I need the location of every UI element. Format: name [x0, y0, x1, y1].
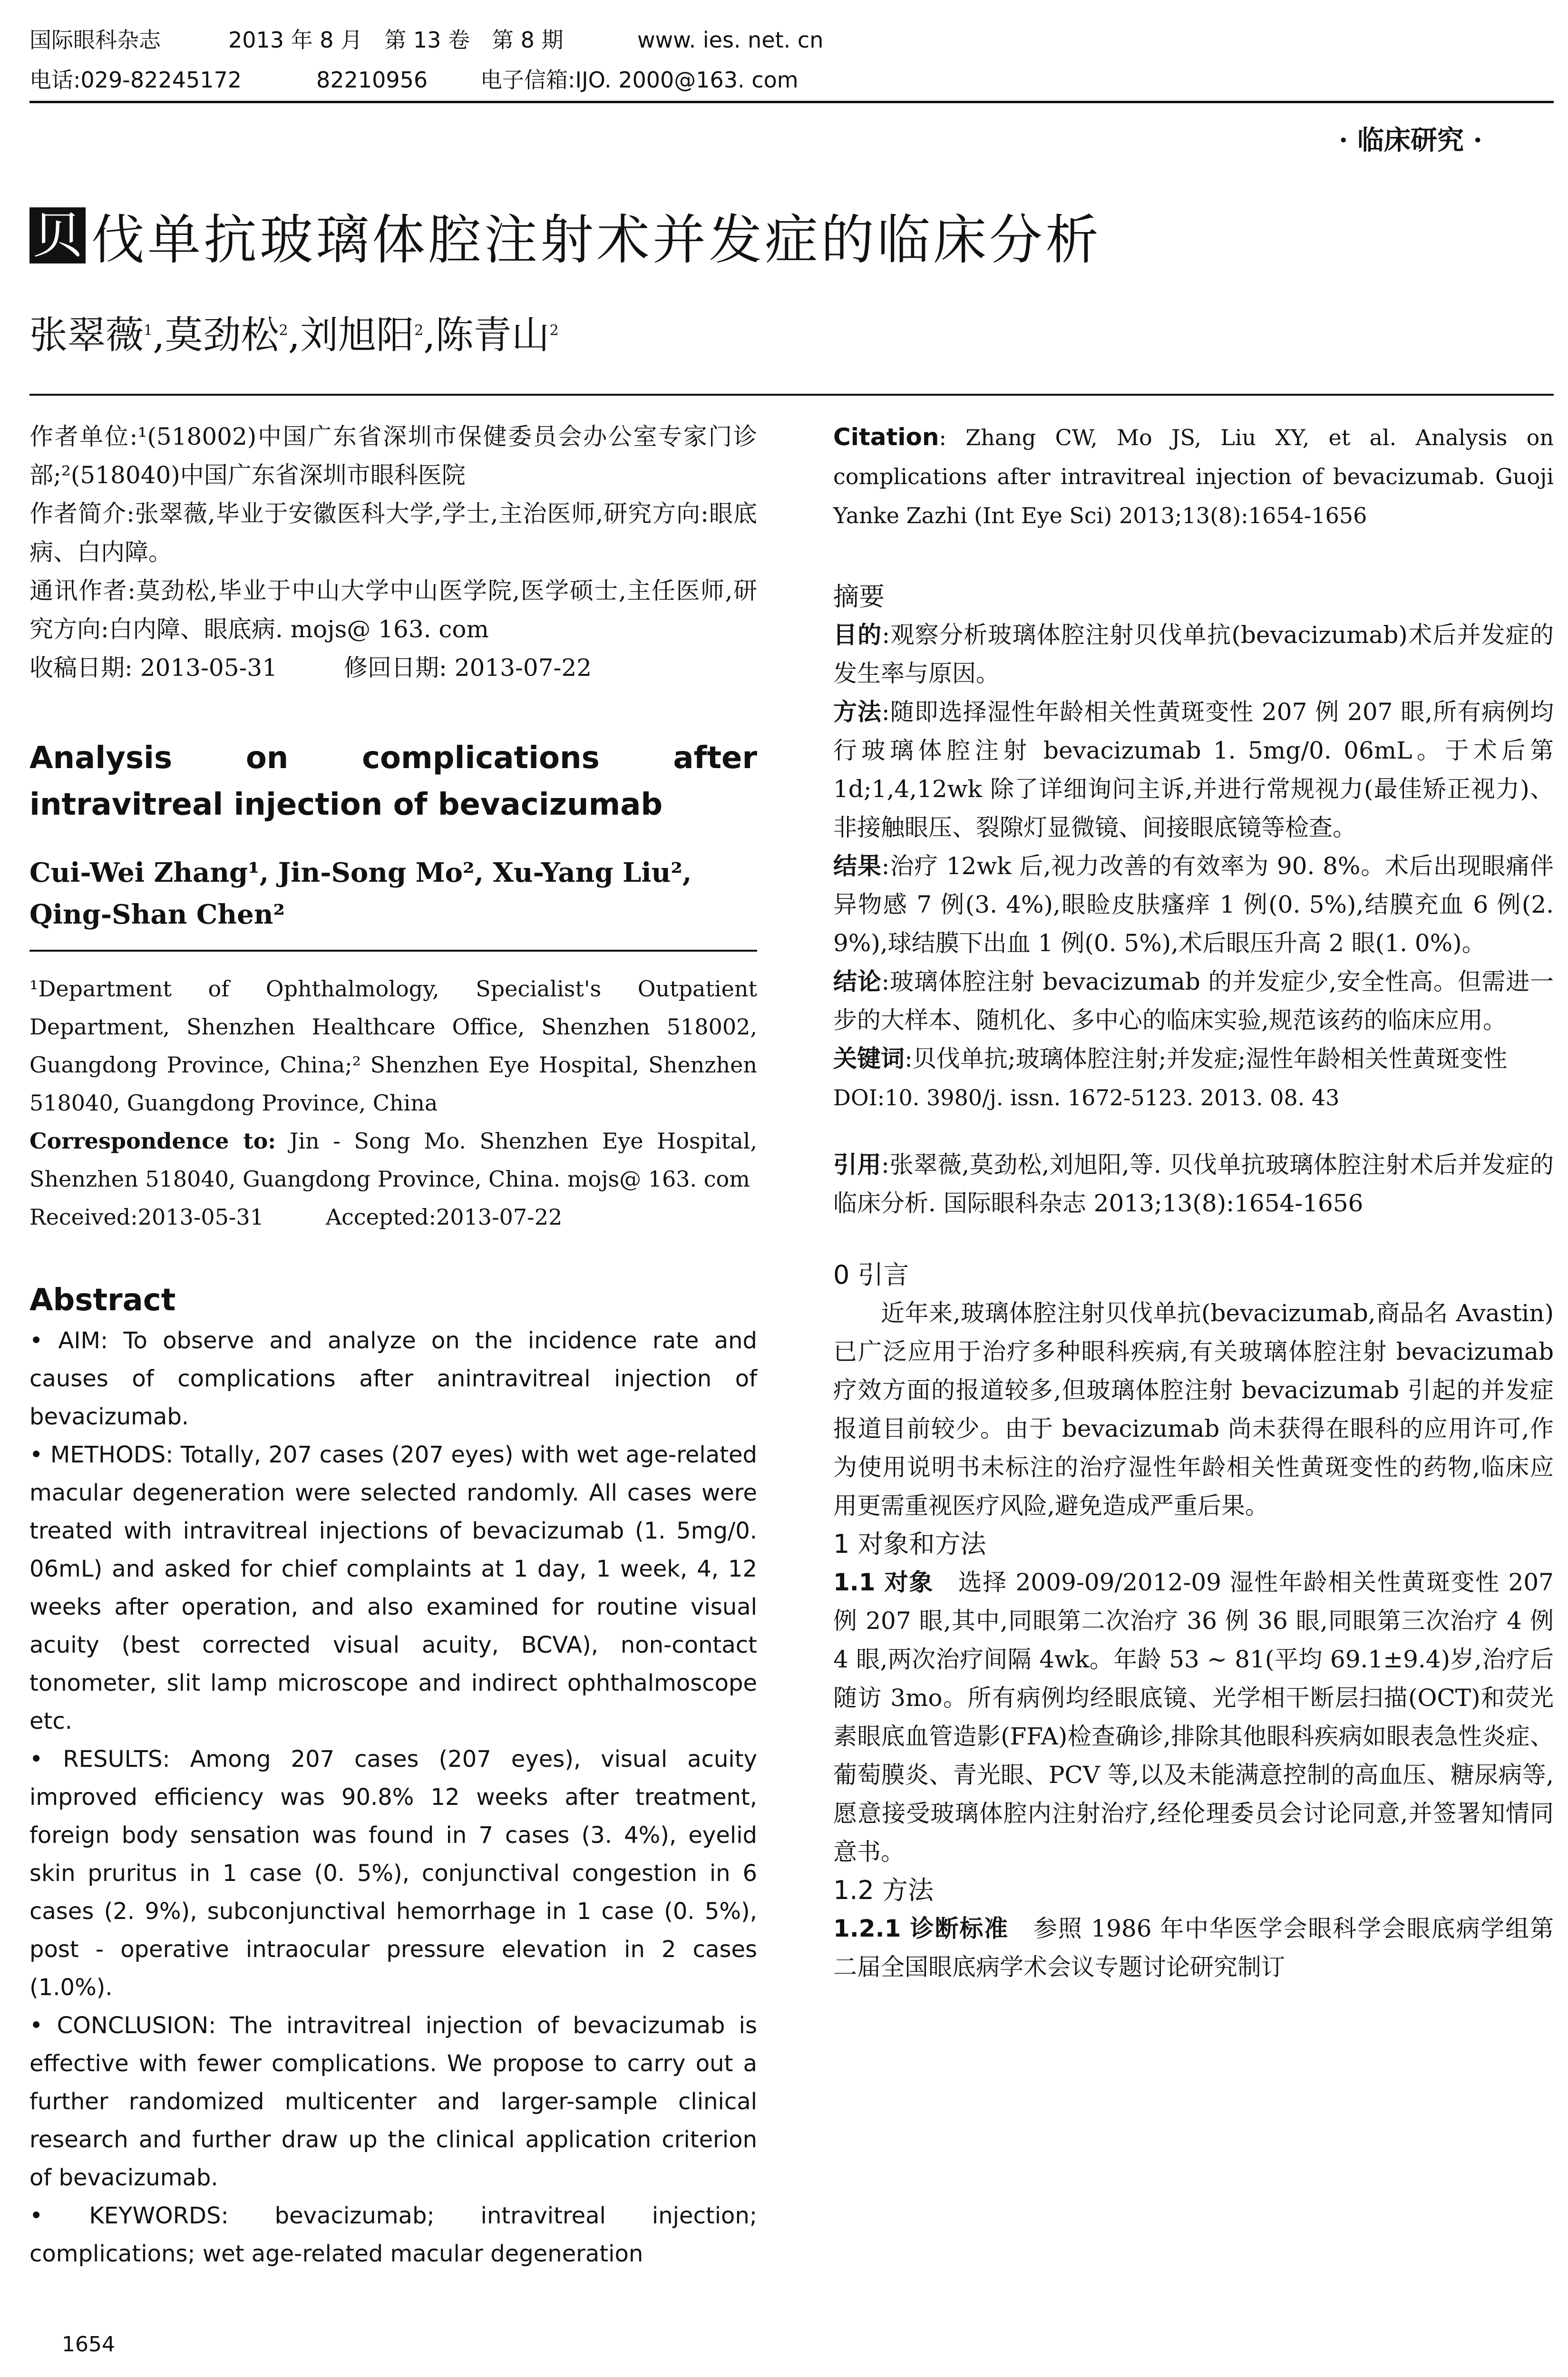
left-column [29, 418, 757, 2273]
corresponding-author: 通讯作者:莫劲松,毕业于中山大学中山医学院,医学硕士,主任医师,研究方向:白内障、眼底病. mojs@ 163. com [29, 577, 757, 643]
right-column [833, 418, 1554, 1987]
author-name: 刘旭阳 [300, 313, 415, 357]
author-affiliation: 作者单位:¹(518002)中国广东省深圳市保健委员会办公室专家门诊部;²(518040)中国广东省深圳市眼科医院 [29, 423, 757, 489]
subjects-text: 选择 2009-09/2012-09 湿性年龄相关性黄斑变性 207 例 207 眼,其中,同眼第二次治疗 36 例 36 眼,同眼第三次治疗 4 例 4 眼,两次治疗间隔 4wk。年龄 53 ~ 81(平均 69.1±9.4)岁,治疗后随访 3mo。所有病例均经眼底镜、光学相干断层扫描(OCT)和荧光素眼底血管造影(FFA)检查确诊,排除其他眼科疾病如眼表急性炎症、葡萄膜炎、青光眼、PCV 等,以及未能满意控制的高血压、糖尿病等,愿意接受玻璃体腔内注射治疗,经伦理委员会讨论同意,并签署知情同意书。 [833, 1568, 1554, 1866]
correspondence-text: Jin - Song Mo. Shenzhen Eye Hospital, Shenzhen 518040, Guangdong Province, China. mojs@ 163. com [29, 1128, 757, 1192]
english-authors: Cui-Wei Zhang¹, Jin-Song Mo², Xu-Yang Liu², Qing-Shan Chen² [29, 857, 692, 930]
journal-phone: 电话:029-82245172 [29, 67, 242, 93]
citation-text: : Zhang CW, Mo JS, Liu XY, et al. Analysis on complications after intravitreal injection of bevacizumab. Guoji Yanke Zazhi (Int Eye Sci) 2013;13(8):1654-1656 [833, 425, 1554, 528]
journal-name: 国际眼科杂志 [29, 27, 161, 53]
article-title [29, 200, 1101, 271]
abstract-heading-cn: 摘要 [833, 582, 885, 612]
author-name: 莫劲松 [165, 313, 279, 357]
abstract-results-cn [833, 847, 1554, 963]
authors-cn: 张翠薇$^1$,莫劲松$^2$,刘旭阳$^2$,陈青山$^2$ [29, 313, 559, 357]
english-dates [29, 1198, 757, 1236]
citation-cn [833, 1146, 1554, 1223]
author-bio: 作者简介:张翠薇,毕业于安徽医科大学,学士,主治医师,研究方向:眼底病、白内障。 [29, 500, 757, 566]
intro-paragraph: 近年来,玻璃体腔注射贝伐单抗(bevacizumab,商品名 Avastin)已广泛应用于治疗多种眼科疾病,有关玻璃体腔注射 bevacizumab 疗效方面的报道较多,但玻璃体腔注射 bevacizumab 引起的并发症报道目前较少。由于 bevacizumab 尚未获得在眼科的应用许可,作为使用说明书未标注的治疗湿性年龄相关性黄斑变性的药物,临床应用更需重视医疗风险,避免造成严重后果。 [833, 1299, 1554, 1520]
doi: DOI:10. 3980/j. issn. 1672-5123. 2013. 08. 43 [833, 1085, 1340, 1111]
subjects-paragraph [833, 1563, 1554, 1871]
author-affiliation-mark: 2 [414, 322, 424, 339]
abstract-aim-en: • AIM: To observe and analyze on the incidence rate and causes of complications after anintravitreal injection of bevacizumab. [29, 1327, 757, 1430]
results-label-cn: 结果 [833, 852, 882, 880]
abstract-keywords-cn [833, 1040, 1554, 1078]
methods-text-cn: :随即选择湿性年龄相关性黄斑变性 207 例 207 眼,所有病例均行玻璃体腔注射 bevacizumab 1. 5mg/0. 06mL。于术后第 1d;1,4,12wk 除了详细询问主诉,并进行常规视力(最佳矫正视力)、非接触眼压、裂隙灯显微镜、间接眼底镜等检查。 [833, 698, 1554, 841]
issue-info: 2013 年 8 月 第 13 卷 第 8 期 [228, 27, 564, 53]
header-rule [29, 101, 1554, 103]
abstract-conclusion-cn [833, 963, 1554, 1040]
page-number: 1654 [62, 2332, 115, 2357]
english-title: Analysis on complications after intravitreal injection of bevacizumab [29, 740, 757, 822]
subjects-label: 1.1 对象 [833, 1568, 934, 1596]
author-name: 张翠薇 [29, 313, 144, 357]
abstract-methods-cn [833, 693, 1554, 847]
citation-text-cn: :张翠薇,莫劲松,刘旭阳,等. 贝伐单抗玻璃体腔注射术后并发症的临床分析. 国际眼科杂志 2013;13(8):1654-1656 [833, 1151, 1554, 1217]
methods-label-cn: 方法 [833, 698, 882, 726]
aim-label-cn: 目的 [833, 621, 882, 649]
diagnosis-text: 参照 1986 年中华医学会眼科学会眼底病学组第二届全国眼底病学术会议专题讨论研究制订 [833, 1915, 1554, 1981]
abstract-aim-cn [833, 616, 1554, 693]
abstract-keywords-en: • KEYWORDS: bevacizumab; intravitreal injection; complications; wet age-related macular degeneration [29, 2202, 757, 2267]
section-tag: · 临床研究 · [1339, 125, 1482, 156]
citation-label: Citation [833, 423, 939, 451]
conclusion-text-cn: :玻璃体腔注射 bevacizumab 的并发症少,安全性高。但需进一步的大样本、随机化、多中心的临床实验,规范该药的临床应用。 [833, 968, 1554, 1034]
english-correspondence [29, 1122, 757, 1198]
received-date-en: Received:2013-05-31 [29, 1204, 264, 1230]
methods-subheading: 1.2 方法 [833, 1875, 934, 1905]
intro-heading: 0 引言 [833, 1260, 909, 1290]
author-affiliation-mark: 2 [549, 322, 559, 339]
author-affiliation-mark: 1 [144, 322, 153, 339]
diagnosis-paragraph [833, 1909, 1554, 1987]
author-name: 陈青山 [435, 313, 550, 357]
methods-heading: 1 对象和方法 [833, 1529, 986, 1559]
title-initial: 贝 [29, 207, 86, 263]
abstract-results-en: • RESULTS: Among 207 cases (207 eyes), visual acuity improved efficiency was 90.8% 12 weeks after treatment, foreign body sensation was found in 7 cases (3. 4%), eyelid skin pruritus in 1 case (0. 5%), conjunctival congestion in 6 cases (2. 9%), subconjunctival hemorrhage in 1 case (0. 5%), post - operative intraocular pressure elevation in 2 cases (1.0%). [29, 1746, 757, 2001]
journal-email: 电子信箱:IJO. 2000@163. com [480, 67, 799, 93]
correspondence-label: Correspondence to: [29, 1128, 276, 1154]
author-affiliation-mark: 2 [279, 322, 288, 339]
abstract-methods-en: • METHODS: Totally, 207 cases (207 eyes) with wet age-related macular degeneration were selected randomly. All cases were treated with intravitreal injections of bevacizumab (1. 5mg/0. 06mL) and asked for chief complaints at 1 day, 1 week, 4, 12 weeks after operation, and also examined for routine visual acuity (best corrected visual acuity, BCVA), non-contact tonometer, slit lamp microscope and indirect ophthalmoscope etc. [29, 1442, 757, 1734]
received-date-cn: 收稿日期: 2013-05-31 [29, 654, 278, 682]
abstract-conclusion-en: • CONCLUSION: The intravitreal injection of bevacizumab is effective with fewer complications. We propose to carry out a further randomized multicenter and larger-sample clinical research and further draw up the clinical application criterion of bevacizumab. [29, 2012, 757, 2191]
accepted-date-en: Accepted:2013-07-22 [325, 1204, 563, 1230]
diagnosis-label: 1.2.1 诊断标准 [833, 1915, 1009, 1942]
keywords-label-cn: 关键词 [833, 1045, 905, 1072]
english-affiliation: ¹Department of Ophthalmology, Specialist's Outpatient Department, Shenzhen Healthcare Office, Shenzhen 518002, Guangdong Province, China;² Shenzhen Eye Hospital, Shenzhen 518040, Guangdong Province, China [29, 976, 757, 1116]
keywords-text-cn: :贝伐单抗;玻璃体腔注射;并发症;湿性年龄相关性黄斑变性 [905, 1045, 1508, 1072]
journal-website: www. ies. net. cn [637, 27, 824, 53]
dates-cn [29, 649, 757, 687]
results-text-cn: :治疗 12wk 后,视力改善的有效率为 90. 8%。术后出现眼痛伴异物感 7 例(3. 4%),眼睑皮肤瘙痒 1 例(0. 5%),结膜充血 6 例(2. 9%),球结膜下出血 1 例(0. 5%),术后眼压升高 2 眼(1. 0%)。 [833, 852, 1554, 957]
citation-en [833, 418, 1554, 535]
aim-text-cn: :观察分析玻璃体腔注射贝伐单抗(bevacizumab)术后并发症的发生率与原因。 [833, 621, 1554, 687]
abstract-heading-en: Abstract [29, 1283, 176, 1318]
journal-phone-2: 82210956 [316, 67, 428, 93]
conclusion-label-cn: 结论 [833, 968, 882, 995]
english-authors-rule [29, 950, 757, 952]
citation-label-cn: 引用 [833, 1151, 882, 1179]
revised-date-cn: 修回日期: 2013-07-22 [344, 654, 592, 682]
authors-rule [29, 394, 1554, 396]
title-text: 伐单抗玻璃体腔注射术并发症的临床分析 [91, 209, 1101, 271]
